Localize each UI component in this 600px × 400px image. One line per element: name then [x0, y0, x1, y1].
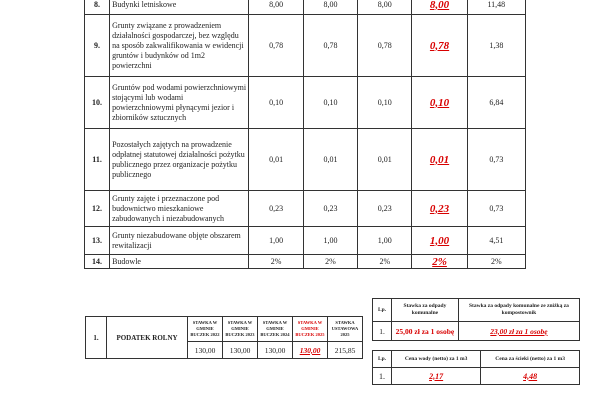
header-stawka-ustawowa-2025: STAWKA USTAWOWA 2025 — [328, 317, 363, 342]
woda-lp: 1. — [373, 368, 392, 385]
row-value-2025: 0,78 — [412, 15, 467, 77]
row-lp: 11. — [85, 129, 110, 191]
row-value-2023: 8,00 — [303, 0, 357, 15]
odpady-stawka-value: 25,00 zł za 1 osobę — [392, 322, 459, 341]
row-value-2022: 0,10 — [249, 77, 303, 129]
row-name: Grunty niezabudowane objęte obszarem rewitalizacji — [110, 227, 249, 255]
odpady-header-znizka: Stawka za odpady komunalne ze zniżką za kompostownik — [458, 299, 579, 322]
row-value-ustawowa: 4,51 — [467, 227, 525, 255]
table-row — [85, 77, 526, 129]
row-value-2023: 0,10 — [303, 77, 357, 129]
woda-cena-wody-value: 2,17 — [392, 368, 481, 385]
row-value-2023: 0,78 — [303, 15, 357, 77]
row-value-2024: 8,00 — [358, 0, 412, 15]
row-name: Pozostałych zajętych na prowadzenie odpłatnej statutowej działalności pożytku publicznego przez organizacje pożytku publicznego — [110, 129, 249, 191]
table-row — [85, 15, 526, 77]
podatek-rolny-header-row — [86, 317, 363, 342]
row-name: Budynki letniskowe — [110, 0, 249, 15]
row-name: Grunty związane z prowadzeniem działalności gospodarczej, bez względu na sposób zakwalifikowania w ewidencji gruntów i budynków od 1m2 powierzchni — [110, 15, 249, 77]
row-value-2025: 0,23 — [412, 191, 467, 227]
row-lp: 10. — [85, 77, 110, 129]
row-lp: 14. — [85, 255, 110, 269]
odpady-header-lp: Lp. — [373, 299, 392, 322]
podatek-rolny-lp: 1. — [86, 317, 107, 359]
header-stawka-2024: STAWKA W GMINIE BUCZEK 2024 — [258, 317, 293, 342]
row-value-2022: 0,78 — [249, 15, 303, 77]
header-stawka-2023: STAWKA W GMINIE BUCZEK 2023 — [223, 317, 258, 342]
table-row — [85, 129, 526, 191]
podatek-rolny-table — [85, 316, 363, 359]
row-value-ustawowa: 0,73 — [467, 191, 525, 227]
row-value-2022: 2% — [249, 255, 303, 269]
row-lp: 8. — [85, 0, 110, 15]
odpady-value-row — [373, 322, 580, 341]
row-value-2023: 2% — [303, 255, 357, 269]
row-value-2024: 0,78 — [358, 15, 412, 77]
value-ustawowa-2025: 215,85 — [328, 342, 363, 359]
row-value-ustawowa: 0,73 — [467, 129, 525, 191]
row-value-2022: 8,00 — [249, 0, 303, 15]
row-name: Grunty zajęte i przeznaczone pod budownictwo mieszkaniowe zabudowanych i niezabudowanych — [110, 191, 249, 227]
tax-rates-table — [84, 0, 526, 269]
odpady-header-row — [373, 299, 580, 322]
row-lp: 9. — [85, 15, 110, 77]
row-value-2024: 2% — [358, 255, 412, 269]
table-row — [85, 0, 526, 15]
row-value-2024: 1,00 — [358, 227, 412, 255]
value-2022: 130,00 — [188, 342, 223, 359]
row-value-2024: 0,23 — [358, 191, 412, 227]
row-value-2025: 8,00 — [412, 0, 467, 15]
header-stawka-2022: STAWKA W GMINIE BUCZEK 2022 — [188, 317, 223, 342]
row-lp: 13. — [85, 227, 110, 255]
woda-cena-sciekow-value: 4,48 — [481, 368, 580, 385]
row-value-2024: 0,01 — [358, 129, 412, 191]
row-value-ustawowa: 2% — [467, 255, 525, 269]
row-value-2023: 1,00 — [303, 227, 357, 255]
row-value-2025: 0,10 — [412, 77, 467, 129]
value-2023: 130,00 — [223, 342, 258, 359]
row-value-2022: 1,00 — [249, 227, 303, 255]
row-value-2023: 0,23 — [303, 191, 357, 227]
row-value-2022: 0,23 — [249, 191, 303, 227]
row-value-ustawowa: 11,48 — [467, 0, 525, 15]
woda-header-lp: Lp. — [373, 351, 392, 368]
row-value-2025: 2% — [412, 255, 467, 269]
woda-value-row — [373, 368, 580, 385]
odpady-znizka-value: 23,00 zł za 1 osobę — [458, 322, 579, 341]
odpady-header-stawka: Stawka za odpady komunalne — [392, 299, 459, 322]
table-row — [85, 191, 526, 227]
row-lp: 12. — [85, 191, 110, 227]
row-value-2024: 0,10 — [358, 77, 412, 129]
row-value-2025: 0,01 — [412, 129, 467, 191]
table-row — [85, 255, 526, 269]
row-value-2022: 0,01 — [249, 129, 303, 191]
podatek-rolny-name: PODATEK ROLNY — [107, 317, 188, 359]
odpady-table — [372, 298, 580, 341]
row-value-ustawowa: 1,38 — [467, 15, 525, 77]
row-value-ustawowa: 6,84 — [467, 77, 525, 129]
woda-header-row — [373, 351, 580, 368]
woda-table — [372, 350, 580, 385]
row-name: Budowle — [110, 255, 249, 269]
value-2025: 130,00 — [293, 342, 328, 359]
woda-header-cena-wody: Cena wody (netto) za 1 m3 — [392, 351, 481, 368]
header-stawka-2025: STAWKA W GMINIE BUCZEK 2025 — [293, 317, 328, 342]
table-row — [85, 227, 526, 255]
woda-header-cena-sciekow: Cena za ścieki (netto) za 1 m3 — [481, 351, 580, 368]
row-name: Gruntów pod wodami powierzchniowymi stojącymi lub wodami powierzchniowymi płynącymi jezior i zbiorników sztucznych — [110, 77, 249, 129]
row-value-2023: 0,01 — [303, 129, 357, 191]
odpady-lp: 1. — [373, 322, 392, 341]
row-value-2025: 1,00 — [412, 227, 467, 255]
value-2024: 130,00 — [258, 342, 293, 359]
